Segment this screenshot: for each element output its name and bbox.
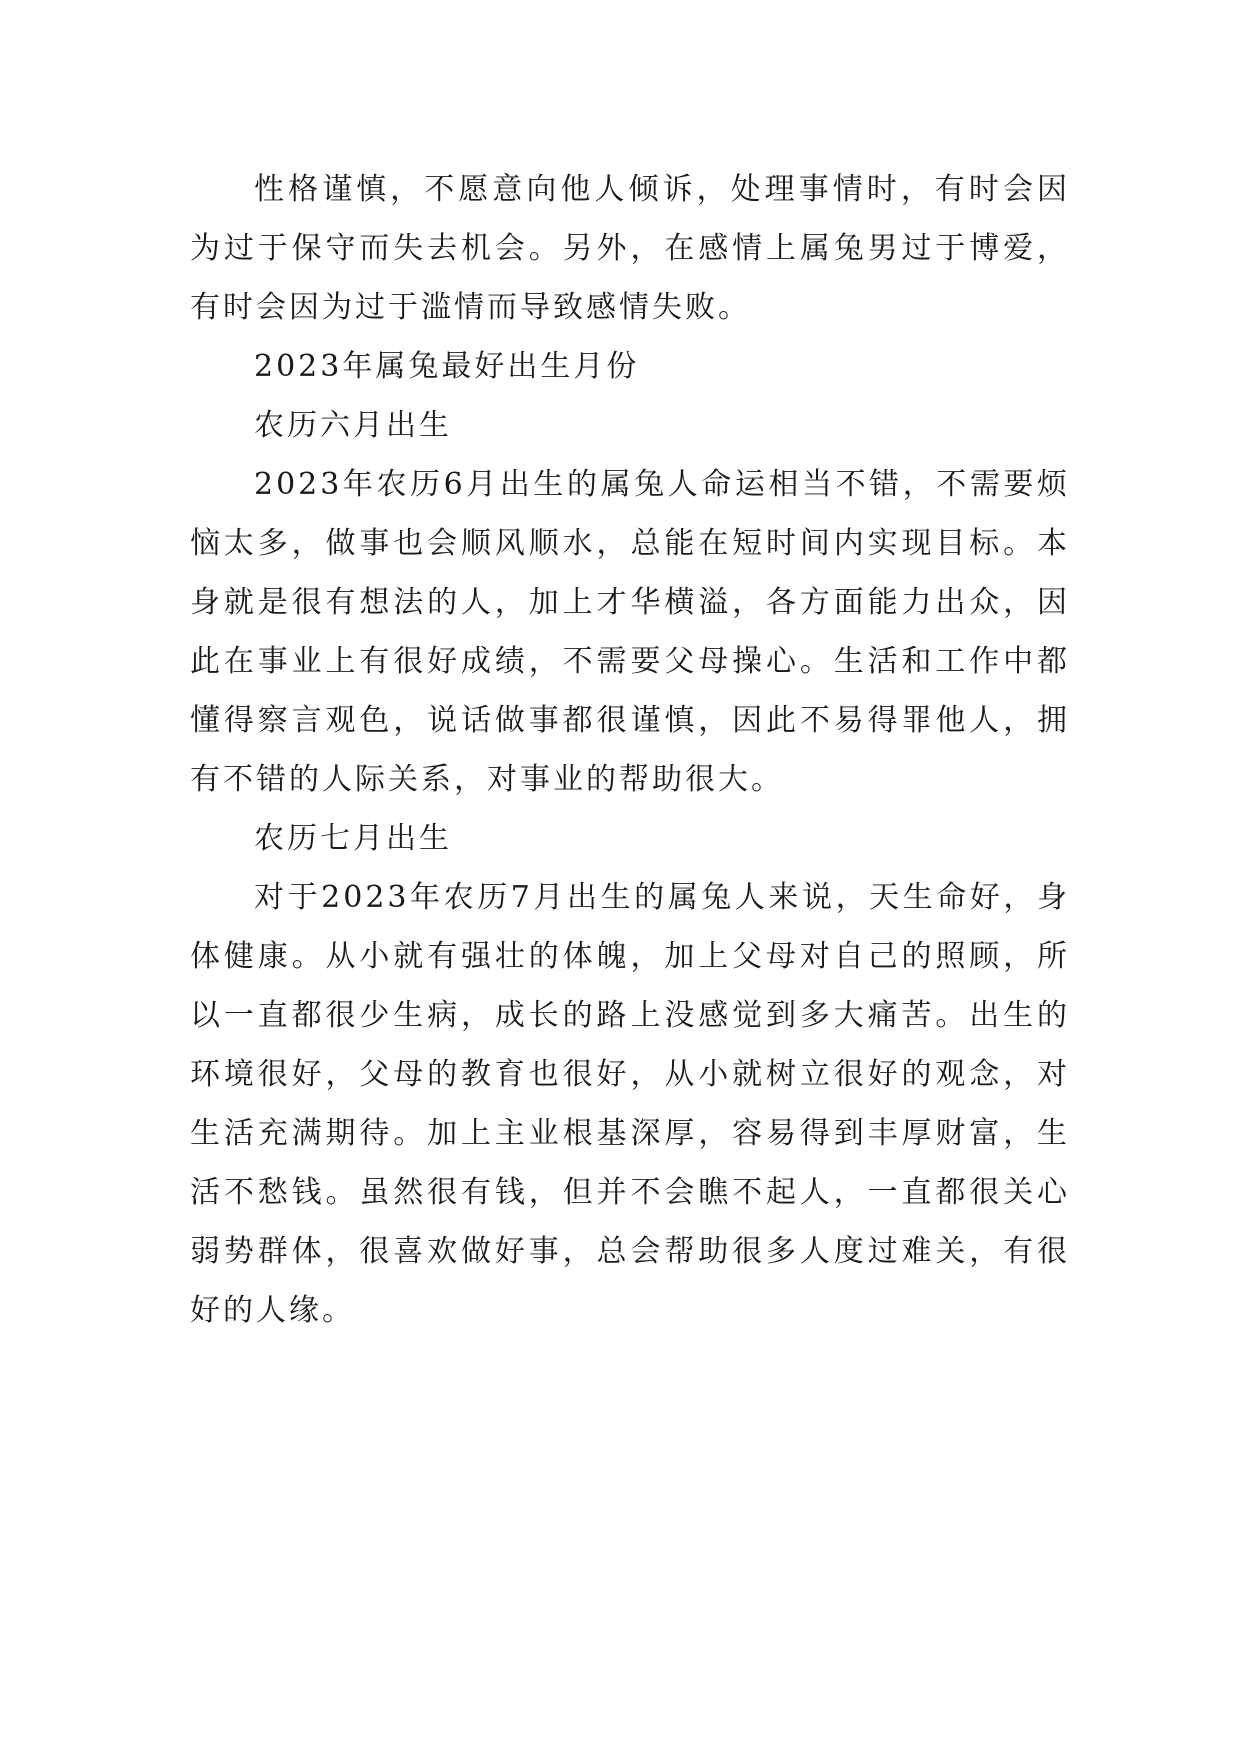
paragraph-sixth-month: 2023年农历6月出生的属兔人命运相当不错，不需要烦恼太多，做事也会顺风顺水，总能在短时间内实现目标。本身就是很有想法的人，加上才华横溢，各方面能力出众，因此在事业上有很好成绩，不需要父母操心。生活和工作中都懂得察言观色，说话做事都很谨慎，因此不易得罪他人，拥有不错的人际关系，对事业的帮助很大。 (190, 467, 1070, 797)
subheading-seventh-month: 农历七月出生 (254, 821, 452, 856)
subheading-sixth-month: 农历六月出生 (254, 408, 452, 443)
document-body (190, 160, 1070, 1340)
paragraph-seventh-month: 对于2023年农历7月出生的属兔人来说，天生命好，身体健康。从小就有强壮的体魄，加上父母对自己的照顾，所以一直都很少生病，成长的路上没感觉到多大痛苦。出生的环境很好，父母的教育也很好，从小就树立很好的观念，对生活充满期待。加上主业根基深厚，容易得到丰厚财富，生活不愁钱。虽然很有钱，但并不会瞧不起人，一直都很关心弱势群体，很喜欢做好事，总会帮助很多人度过难关，有很好的人缘。 (190, 880, 1070, 1328)
heading-best-birth-months: 2023年属兔最好出生月份 (254, 349, 640, 384)
paragraph-personality: 性格谨慎，不愿意向他人倾诉，处理事情时，有时会因为过于保守而失去机会。另外，在感情上属兔男过于博爱，有时会因为过于滥情而导致感情失败。 (190, 172, 1070, 325)
